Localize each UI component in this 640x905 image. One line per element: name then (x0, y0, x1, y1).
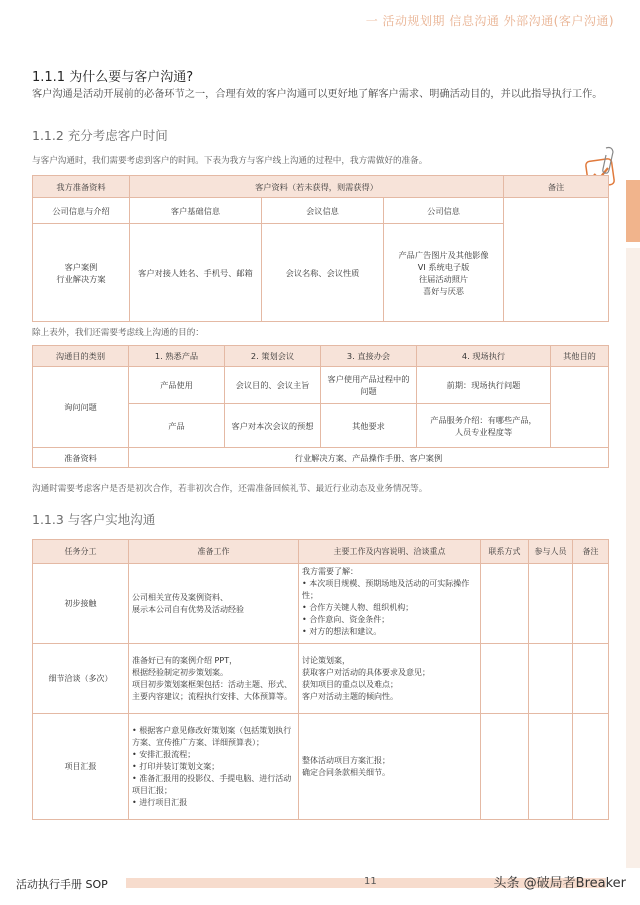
table3-header: 任务分工 (33, 540, 129, 564)
table3-task: 项目汇报 (33, 714, 129, 820)
mid-note: 除上表外，我们还需要考虑线上沟通的目的： (32, 328, 204, 338)
table3-contact (481, 714, 529, 820)
table2-cell: 前期：现场执行问题 (417, 367, 551, 404)
table1-cell: 客户对接人姓名、手机号、邮箱 (130, 224, 262, 322)
table3-task: 细节洽谈（多次） (33, 644, 129, 714)
table3-header: 备注 (573, 540, 609, 564)
table2-header: 4. 现场执行 (417, 346, 551, 367)
table3-header: 准备工作 (129, 540, 299, 564)
after-note: 沟通时需要考虑客户是否是初次合作，若非初次合作，还需准备回候礼节、最近行业动态及业务情况等。 (32, 484, 428, 494)
table2-cell: 客户对本次会议的预想 (225, 404, 321, 448)
table2-cell: 产品 (129, 404, 225, 448)
onsite-communication-table (32, 539, 609, 820)
table2-other-cell (551, 367, 609, 448)
purpose-table (32, 345, 609, 468)
table3-prep: 公司相关宣传及案例资料、 展示本公司自有优势及活动经验 (129, 564, 299, 644)
table1-note-cell (504, 198, 609, 322)
table2-cell: 产品服务介绍：有哪些产品， 人员专业程度等 (417, 404, 551, 448)
section-title-1-1-2: 1.1.2 充分考虑客户时间 (32, 128, 168, 143)
table3-header: 联系方式 (481, 540, 529, 564)
table3-people (529, 714, 573, 820)
section-title-1-1-1: 1.1.1 为什么要与客户沟通? (32, 70, 194, 85)
table3-main: 我方需要了解： • 本次项目规模、预期场地及活动的可实际操作性； • 合作方关键人物、组织机构； • 合作意向、资金条件； • 对方的想法和建议。 (299, 564, 481, 644)
table1-header-our: 我方准备资料 (33, 176, 130, 198)
table2-cell: 会议目的、会议主旨 (225, 367, 321, 404)
table2-cell: 客户使用产品过程中的问题 (321, 367, 417, 404)
table3-main: 讨论策划案， 获取客户对活动的具体要求及意见； 获知项目的重点以及难点； 客户对活动主题的倾向性。 (299, 644, 481, 714)
footer-title: 活动执行手册 SOP (16, 878, 108, 891)
table1-header-note: 备注 (504, 176, 609, 198)
table1-sub: 公司信息与介绍 (33, 198, 130, 224)
table3-people (529, 644, 573, 714)
table3-task: 初步接触 (33, 564, 129, 644)
table2-header: 沟通目的类别 (33, 346, 129, 367)
running-header: 一 活动规划期 信息沟通 外部沟通(客户沟通) (365, 14, 614, 28)
table2-header: 3. 直接办会 (321, 346, 417, 367)
table3-prep: • 根据客户意见修改好策划案（包括策划执行方案、宣传推广方案、详细预算表）； • 安排汇报流程； • 打印并装订策划文案； • 准备汇报用的投影仪、手提电脑、进行活动项目汇报； • 进行项目汇报 (129, 714, 299, 820)
table1-header-client: 客户资料（若未获得，则需获得） (130, 176, 504, 198)
table3-remark (573, 644, 609, 714)
page-number: 11 (364, 876, 377, 887)
table1-sub: 会议信息 (262, 198, 384, 224)
table2-row-label: 询问问题 (33, 367, 129, 448)
table3-header: 参与人员 (529, 540, 573, 564)
section-1-1-2-intro: 与客户沟通时，我们需要考虑到客户的时间。下表为我方与客户线上沟通的过程中，我方需做好的准备。 (32, 156, 428, 166)
table3-contact (481, 644, 529, 714)
table2-header: 2. 策划会议 (225, 346, 321, 367)
table3-prep: 准备好已有的案例介绍 PPT， 根据经验制定初步策划案。 项目初步策划案框架包括：活动主题、形式、主要内容建议；流程执行安排、大体预算等。 (129, 644, 299, 714)
table2-cell: 其他要求 (321, 404, 417, 448)
table3-header: 主要工作及内容说明、洽谈重点 (299, 540, 481, 564)
table3-contact (481, 564, 529, 644)
table1-cell: 会议名称、会议性质 (262, 224, 384, 322)
table3-people (529, 564, 573, 644)
table3-remark (573, 564, 609, 644)
table2-prep-label: 准备资料 (33, 448, 129, 468)
section-1-1-1-body: 客户沟通是活动开展前的必备环节之一，合理有效的客户沟通可以更好地了解客户需求、明确活动目的，并以此指导执行工作。 (32, 89, 603, 100)
table2-cell: 产品使用 (129, 367, 225, 404)
table3-remark (573, 714, 609, 820)
watermark: 头条 @破局者Breaker (493, 876, 626, 891)
side-tab-light (626, 248, 640, 868)
section-title-1-1-3: 1.1.3 与客户实地沟通 (32, 512, 156, 527)
side-tab-accent (626, 180, 640, 242)
table2-prep-value: 行业解决方案、产品操作手册、客户案例 (129, 448, 609, 468)
table1-sub: 客户基础信息 (130, 198, 262, 224)
prep-materials-table (32, 175, 609, 322)
table1-cell: 产品广告图片及其他影像 VI 系统电子版 往届活动照片 喜好与厌恶 (384, 224, 504, 322)
table1-sub: 公司信息 (384, 198, 504, 224)
table3-main: 整体活动项目方案汇报； 确定合同条款相关细节。 (299, 714, 481, 820)
table2-header: 1. 熟悉产品 (129, 346, 225, 367)
table1-cell: 客户案例 行业解决方案 (33, 224, 130, 322)
table2-header: 其他目的 (551, 346, 609, 367)
